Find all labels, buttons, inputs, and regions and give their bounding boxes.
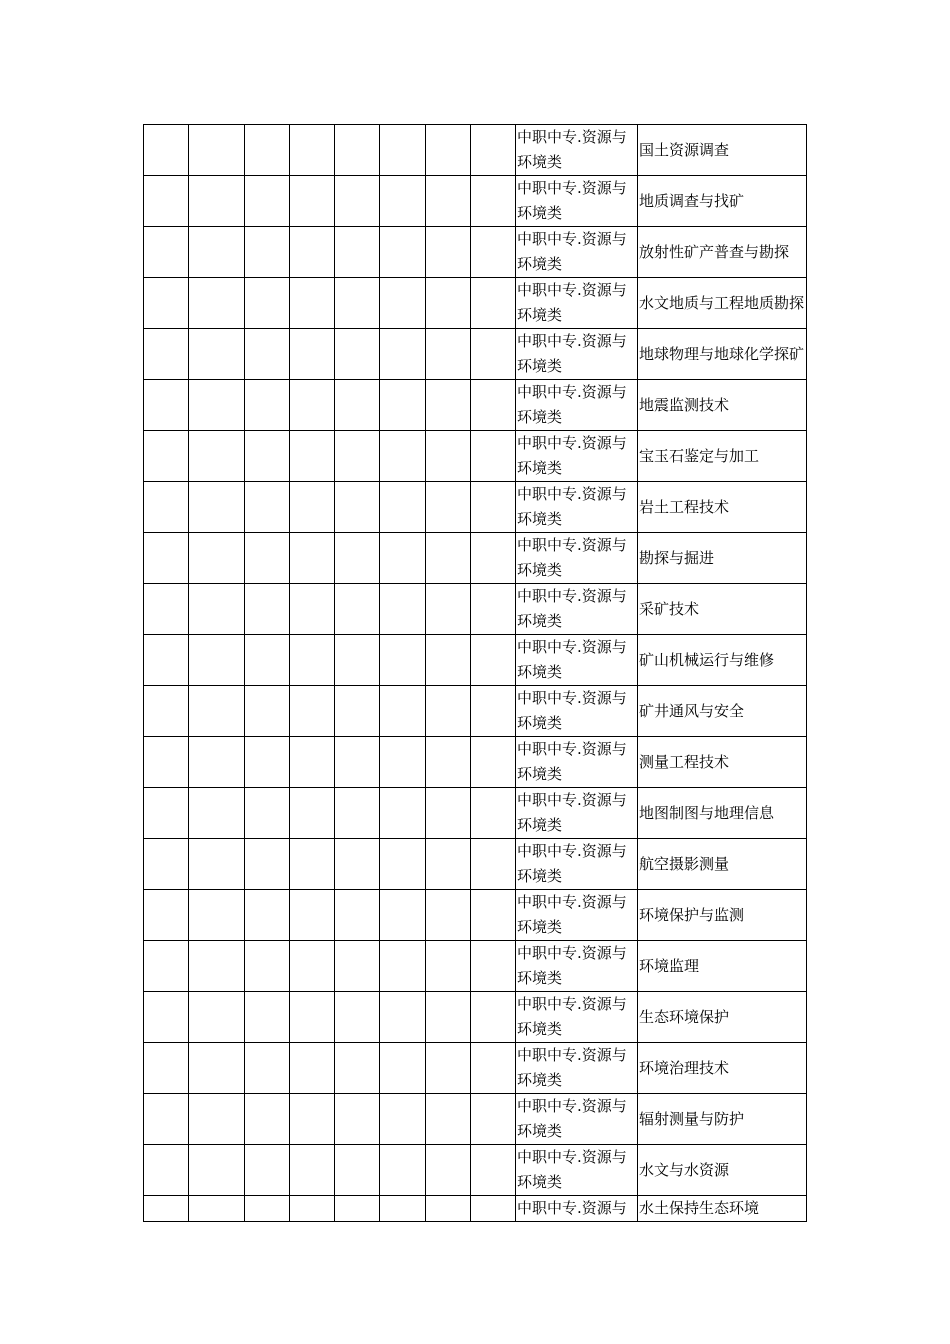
- empty-cell: [471, 992, 516, 1043]
- majors-table: [143, 124, 807, 1222]
- empty-cell: [144, 584, 189, 635]
- empty-cell: [426, 329, 471, 380]
- category-cell: 中职中专.资源与环境类: [516, 788, 638, 839]
- table-body: [144, 125, 807, 1222]
- category-cell: 中职中专.资源与环境类: [516, 533, 638, 584]
- empty-cell: [471, 482, 516, 533]
- empty-cell: [335, 227, 380, 278]
- empty-cell: [335, 176, 380, 227]
- table-row: [144, 431, 807, 482]
- empty-cell: [290, 839, 335, 890]
- empty-cell: [426, 380, 471, 431]
- empty-cell: [426, 584, 471, 635]
- empty-cell: [426, 176, 471, 227]
- empty-cell: [471, 1196, 516, 1222]
- empty-cell: [144, 278, 189, 329]
- empty-cell: [426, 125, 471, 176]
- empty-cell: [335, 839, 380, 890]
- empty-cell: [189, 584, 245, 635]
- empty-cell: [144, 635, 189, 686]
- empty-cell: [335, 278, 380, 329]
- empty-cell: [471, 1043, 516, 1094]
- empty-cell: [245, 686, 290, 737]
- empty-cell: [290, 941, 335, 992]
- empty-cell: [380, 125, 426, 176]
- category-cell: 中职中专.资源与环境类: [516, 635, 638, 686]
- table-row: [144, 788, 807, 839]
- empty-cell: [290, 329, 335, 380]
- major-cell: 采矿技术: [638, 584, 807, 635]
- table-row: [144, 278, 807, 329]
- empty-cell: [290, 278, 335, 329]
- empty-cell: [471, 788, 516, 839]
- empty-cell: [290, 1196, 335, 1222]
- empty-cell: [471, 278, 516, 329]
- empty-cell: [335, 329, 380, 380]
- table-row: [144, 941, 807, 992]
- empty-cell: [426, 482, 471, 533]
- empty-cell: [380, 1094, 426, 1145]
- empty-cell: [290, 176, 335, 227]
- empty-cell: [380, 686, 426, 737]
- table-row: [144, 1196, 807, 1222]
- empty-cell: [189, 839, 245, 890]
- empty-cell: [189, 941, 245, 992]
- major-cell: 地球物理与地球化学探矿: [638, 329, 807, 380]
- empty-cell: [245, 839, 290, 890]
- category-cell: 中职中专.资源与环境类: [516, 329, 638, 380]
- empty-cell: [426, 788, 471, 839]
- empty-cell: [426, 686, 471, 737]
- empty-cell: [290, 125, 335, 176]
- category-cell: 中职中专.资源与环境类: [516, 686, 638, 737]
- empty-cell: [335, 890, 380, 941]
- empty-cell: [471, 176, 516, 227]
- empty-cell: [380, 533, 426, 584]
- major-cell: 航空摄影测量: [638, 839, 807, 890]
- empty-cell: [335, 482, 380, 533]
- empty-cell: [471, 686, 516, 737]
- empty-cell: [189, 329, 245, 380]
- table-row: [144, 584, 807, 635]
- empty-cell: [144, 329, 189, 380]
- table-row: [144, 890, 807, 941]
- category-cell: 中职中专.资源与: [516, 1196, 638, 1222]
- category-cell: 中职中专.资源与环境类: [516, 584, 638, 635]
- empty-cell: [144, 890, 189, 941]
- empty-cell: [380, 176, 426, 227]
- empty-cell: [144, 1043, 189, 1094]
- empty-cell: [471, 890, 516, 941]
- empty-cell: [290, 227, 335, 278]
- table-row: [144, 737, 807, 788]
- empty-cell: [471, 533, 516, 584]
- empty-cell: [380, 941, 426, 992]
- empty-cell: [290, 1145, 335, 1196]
- empty-cell: [245, 278, 290, 329]
- empty-cell: [290, 737, 335, 788]
- empty-cell: [426, 1094, 471, 1145]
- empty-cell: [144, 1145, 189, 1196]
- empty-cell: [189, 737, 245, 788]
- empty-cell: [245, 890, 290, 941]
- empty-cell: [290, 431, 335, 482]
- empty-cell: [245, 431, 290, 482]
- empty-cell: [380, 1145, 426, 1196]
- major-cell: 勘探与掘进: [638, 533, 807, 584]
- empty-cell: [471, 584, 516, 635]
- empty-cell: [290, 686, 335, 737]
- major-cell: 国土资源调查: [638, 125, 807, 176]
- empty-cell: [144, 176, 189, 227]
- empty-cell: [335, 125, 380, 176]
- major-cell: 辐射测量与防护: [638, 1094, 807, 1145]
- empty-cell: [144, 992, 189, 1043]
- empty-cell: [245, 176, 290, 227]
- empty-cell: [335, 1196, 380, 1222]
- empty-cell: [335, 380, 380, 431]
- major-cell: 测量工程技术: [638, 737, 807, 788]
- empty-cell: [471, 737, 516, 788]
- category-cell: 中职中专.资源与环境类: [516, 482, 638, 533]
- table-row: [144, 533, 807, 584]
- empty-cell: [426, 533, 471, 584]
- empty-cell: [335, 737, 380, 788]
- empty-cell: [245, 941, 290, 992]
- empty-cell: [189, 1196, 245, 1222]
- major-cell: 放射性矿产普查与勘探: [638, 227, 807, 278]
- empty-cell: [189, 890, 245, 941]
- empty-cell: [335, 1145, 380, 1196]
- empty-cell: [335, 992, 380, 1043]
- category-cell: 中职中专.资源与环境类: [516, 176, 638, 227]
- empty-cell: [144, 839, 189, 890]
- empty-cell: [245, 1094, 290, 1145]
- empty-cell: [380, 992, 426, 1043]
- table-row: [144, 1094, 807, 1145]
- empty-cell: [245, 380, 290, 431]
- empty-cell: [426, 1043, 471, 1094]
- major-cell: 水文地质与工程地质勘探: [638, 278, 807, 329]
- major-cell: 环境治理技术: [638, 1043, 807, 1094]
- empty-cell: [380, 839, 426, 890]
- major-cell: 矿山机械运行与维修: [638, 635, 807, 686]
- empty-cell: [471, 329, 516, 380]
- empty-cell: [426, 1196, 471, 1222]
- empty-cell: [245, 329, 290, 380]
- empty-cell: [245, 533, 290, 584]
- empty-cell: [471, 125, 516, 176]
- empty-cell: [380, 890, 426, 941]
- table-row: [144, 635, 807, 686]
- major-cell: 地震监测技术: [638, 380, 807, 431]
- empty-cell: [144, 227, 189, 278]
- empty-cell: [426, 431, 471, 482]
- empty-cell: [144, 380, 189, 431]
- empty-cell: [471, 1094, 516, 1145]
- empty-cell: [426, 992, 471, 1043]
- empty-cell: [335, 431, 380, 482]
- empty-cell: [245, 482, 290, 533]
- table-row: [144, 1043, 807, 1094]
- empty-cell: [245, 737, 290, 788]
- empty-cell: [380, 278, 426, 329]
- empty-cell: [335, 533, 380, 584]
- empty-cell: [335, 1094, 380, 1145]
- empty-cell: [471, 380, 516, 431]
- empty-cell: [471, 1145, 516, 1196]
- category-cell: 中职中专.资源与环境类: [516, 227, 638, 278]
- category-cell: 中职中专.资源与环境类: [516, 1145, 638, 1196]
- empty-cell: [380, 431, 426, 482]
- category-cell: 中职中专.资源与环境类: [516, 1094, 638, 1145]
- empty-cell: [290, 380, 335, 431]
- empty-cell: [189, 176, 245, 227]
- category-cell: 中职中专.资源与环境类: [516, 992, 638, 1043]
- empty-cell: [290, 992, 335, 1043]
- empty-cell: [245, 125, 290, 176]
- table-row: [144, 380, 807, 431]
- table-row: [144, 1145, 807, 1196]
- table-row: [144, 176, 807, 227]
- empty-cell: [189, 431, 245, 482]
- category-cell: 中职中专.资源与环境类: [516, 941, 638, 992]
- empty-cell: [144, 1094, 189, 1145]
- empty-cell: [426, 278, 471, 329]
- empty-cell: [426, 890, 471, 941]
- table-row: [144, 482, 807, 533]
- empty-cell: [245, 635, 290, 686]
- major-cell: 地图制图与地理信息: [638, 788, 807, 839]
- empty-cell: [189, 380, 245, 431]
- category-cell: 中职中专.资源与环境类: [516, 278, 638, 329]
- empty-cell: [245, 1196, 290, 1222]
- table-row: [144, 125, 807, 176]
- empty-cell: [189, 686, 245, 737]
- category-cell: 中职中专.资源与环境类: [516, 1043, 638, 1094]
- major-cell: 岩土工程技术: [638, 482, 807, 533]
- empty-cell: [144, 431, 189, 482]
- empty-cell: [245, 788, 290, 839]
- empty-cell: [335, 635, 380, 686]
- empty-cell: [290, 788, 335, 839]
- empty-cell: [335, 584, 380, 635]
- empty-cell: [380, 737, 426, 788]
- empty-cell: [290, 635, 335, 686]
- empty-cell: [380, 788, 426, 839]
- empty-cell: [144, 125, 189, 176]
- empty-cell: [471, 941, 516, 992]
- empty-cell: [380, 380, 426, 431]
- empty-cell: [471, 227, 516, 278]
- category-cell: 中职中专.资源与环境类: [516, 431, 638, 482]
- empty-cell: [144, 1196, 189, 1222]
- empty-cell: [380, 635, 426, 686]
- empty-cell: [245, 1145, 290, 1196]
- empty-cell: [380, 482, 426, 533]
- empty-cell: [426, 839, 471, 890]
- empty-cell: [189, 278, 245, 329]
- empty-cell: [189, 227, 245, 278]
- table-row: [144, 329, 807, 380]
- empty-cell: [380, 1043, 426, 1094]
- major-cell: 地质调查与找矿: [638, 176, 807, 227]
- empty-cell: [144, 788, 189, 839]
- category-cell: 中职中专.资源与环境类: [516, 125, 638, 176]
- empty-cell: [144, 686, 189, 737]
- empty-cell: [290, 890, 335, 941]
- major-cell: 宝玉石鉴定与加工: [638, 431, 807, 482]
- empty-cell: [290, 533, 335, 584]
- empty-cell: [426, 941, 471, 992]
- major-cell: 环境监理: [638, 941, 807, 992]
- table-row: [144, 992, 807, 1043]
- category-cell: 中职中专.资源与环境类: [516, 839, 638, 890]
- empty-cell: [426, 1145, 471, 1196]
- empty-cell: [290, 482, 335, 533]
- empty-cell: [189, 482, 245, 533]
- table-row: [144, 227, 807, 278]
- empty-cell: [290, 584, 335, 635]
- major-cell: 矿井通风与安全: [638, 686, 807, 737]
- empty-cell: [189, 788, 245, 839]
- empty-cell: [144, 737, 189, 788]
- empty-cell: [189, 992, 245, 1043]
- empty-cell: [471, 635, 516, 686]
- major-cell: 环境保护与监测: [638, 890, 807, 941]
- empty-cell: [189, 1043, 245, 1094]
- empty-cell: [335, 1043, 380, 1094]
- empty-cell: [245, 227, 290, 278]
- empty-cell: [380, 1196, 426, 1222]
- empty-cell: [144, 533, 189, 584]
- major-cell: 生态环境保护: [638, 992, 807, 1043]
- empty-cell: [189, 1094, 245, 1145]
- major-cell: 水土保持生态环境: [638, 1196, 807, 1222]
- empty-cell: [290, 1094, 335, 1145]
- empty-cell: [189, 533, 245, 584]
- empty-cell: [245, 584, 290, 635]
- empty-cell: [189, 125, 245, 176]
- empty-cell: [471, 839, 516, 890]
- empty-cell: [245, 1043, 290, 1094]
- major-cell: 水文与水资源: [638, 1145, 807, 1196]
- empty-cell: [335, 686, 380, 737]
- category-cell: 中职中专.资源与环境类: [516, 890, 638, 941]
- empty-cell: [380, 329, 426, 380]
- empty-cell: [144, 941, 189, 992]
- empty-cell: [245, 992, 290, 1043]
- empty-cell: [290, 1043, 335, 1094]
- empty-cell: [380, 227, 426, 278]
- empty-cell: [380, 584, 426, 635]
- empty-cell: [144, 482, 189, 533]
- table-row: [144, 839, 807, 890]
- category-cell: 中职中专.资源与环境类: [516, 380, 638, 431]
- empty-cell: [426, 635, 471, 686]
- empty-cell: [335, 788, 380, 839]
- empty-cell: [335, 941, 380, 992]
- category-cell: 中职中专.资源与环境类: [516, 737, 638, 788]
- table-row: [144, 686, 807, 737]
- empty-cell: [471, 431, 516, 482]
- empty-cell: [189, 635, 245, 686]
- empty-cell: [426, 227, 471, 278]
- empty-cell: [426, 737, 471, 788]
- empty-cell: [189, 1145, 245, 1196]
